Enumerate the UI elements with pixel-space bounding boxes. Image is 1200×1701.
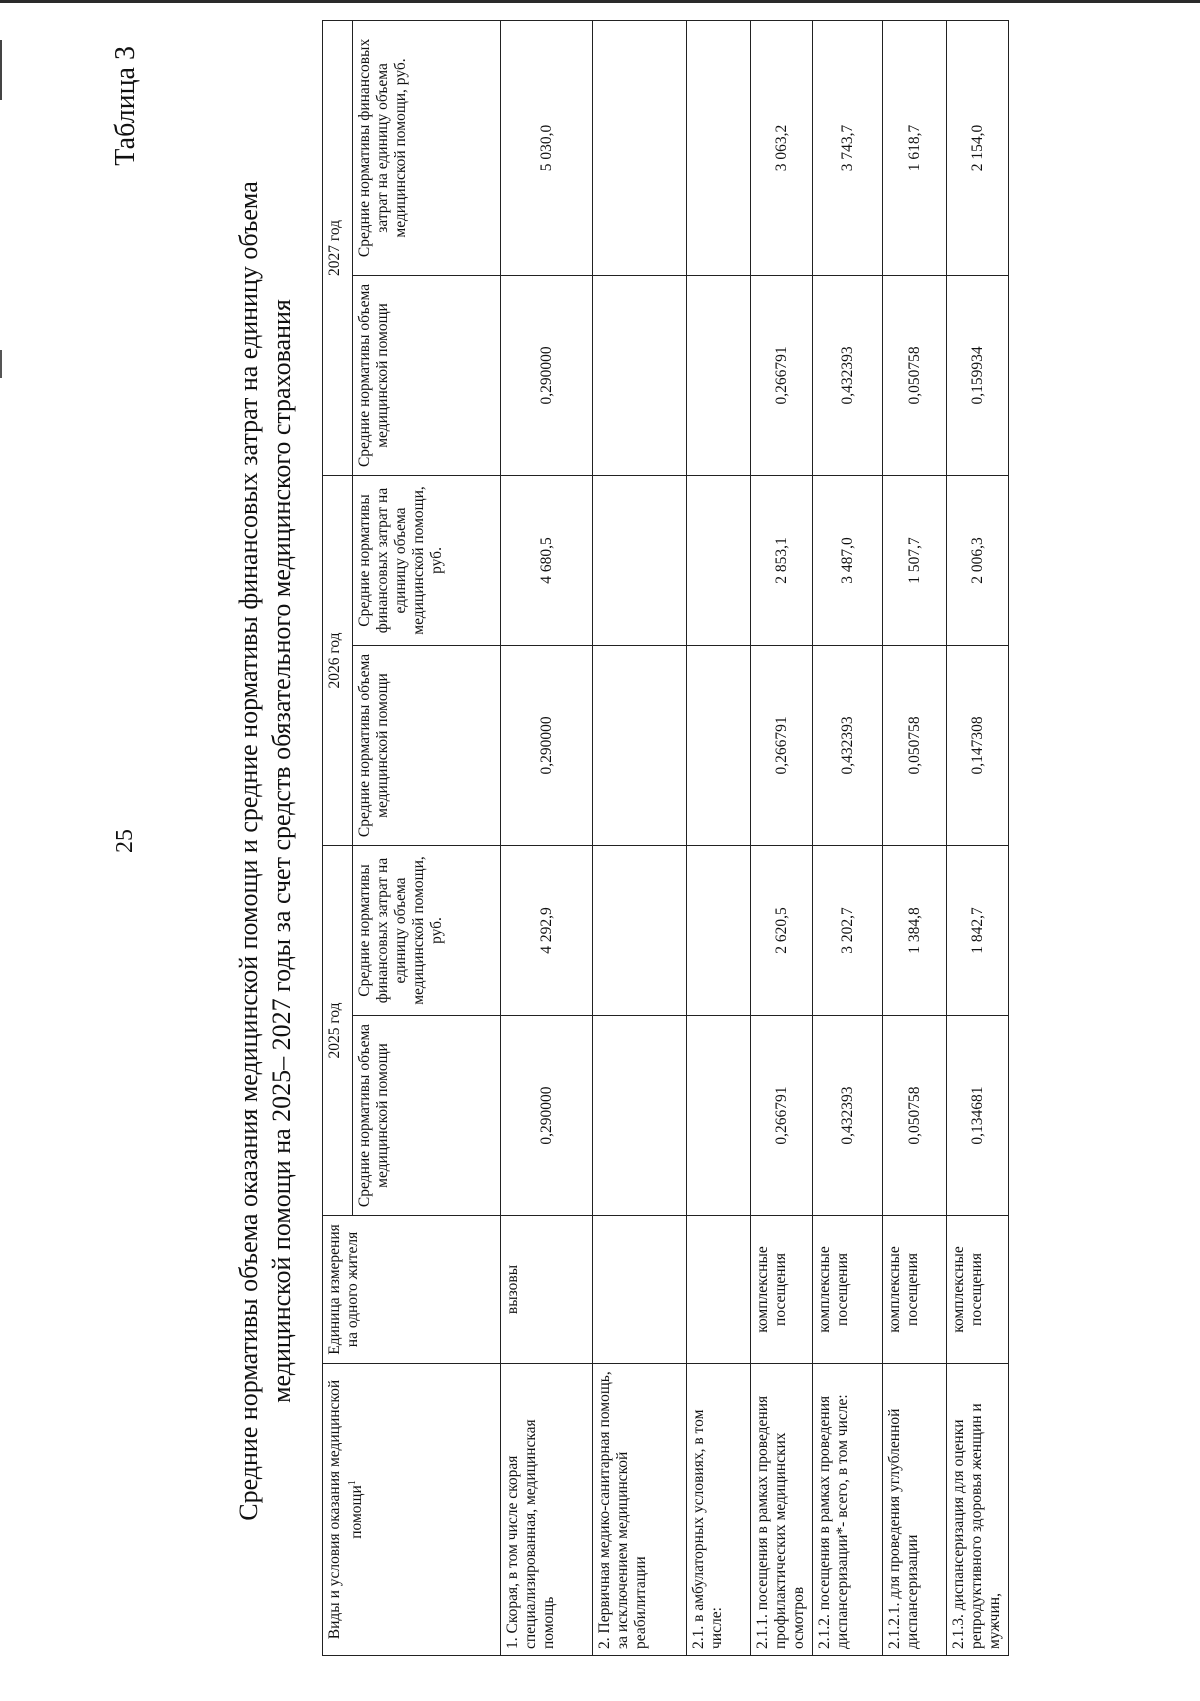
volume-2026: 0,432393 <box>813 645 883 845</box>
table-label: Таблица 3 <box>110 46 141 166</box>
volume-2027: 0,159934 <box>947 275 1009 475</box>
cost-2026 <box>687 475 751 645</box>
table-row <box>501 20 593 1655</box>
cost-2025: 1 842,7 <box>947 845 1009 1015</box>
row-kind: 2.1.2.1. для проведения углубленной диспансеризации <box>883 1364 947 1656</box>
cost-2026: 2 006,3 <box>947 475 1009 645</box>
cost-2025: 3 202,7 <box>813 845 883 1015</box>
volume-2027 <box>687 275 751 475</box>
row-unit: комплексные посещения <box>947 1216 1009 1364</box>
cost-2027: 3 063,2 <box>751 20 813 275</box>
cost-2027 <box>593 20 687 275</box>
volume-2026 <box>687 645 751 845</box>
row-kind: 2.1.1. посещения в рамках проведения профилактических медицинских осмотров <box>751 1364 813 1656</box>
header-kind <box>323 1364 501 1656</box>
cost-2025: 1 384,8 <box>883 845 947 1015</box>
volume-2025: 0,050758 <box>883 1016 947 1216</box>
cost-2027 <box>687 20 751 275</box>
volume-2027: 0,050758 <box>883 275 947 475</box>
cost-2026: 2 853,1 <box>751 475 813 645</box>
header-year-2025: 2025 год <box>323 845 353 1215</box>
header-unit: Единица измерения на одного жителя <box>323 1216 501 1364</box>
document-title <box>232 131 298 1571</box>
row-kind: 2.1. в амбулаторных условиях, в том числе: <box>687 1364 751 1656</box>
table-row <box>883 20 947 1655</box>
volume-2025: 0,290000 <box>501 1016 593 1216</box>
table-row <box>751 20 813 1655</box>
volume-2025 <box>593 1016 687 1216</box>
header-year-2026: 2026 год <box>323 475 353 845</box>
volume-2027: 0,432393 <box>813 275 883 475</box>
row-kind: 2.1.2. посещения в рамках проведения диспансеризации*- всего, в том числе: <box>813 1364 883 1656</box>
table-row <box>813 20 883 1655</box>
page-number: 25 <box>112 829 138 853</box>
cost-2025: 4 292,9 <box>501 845 593 1015</box>
cost-2026: 3 487,0 <box>813 475 883 645</box>
volume-2025: 0,432393 <box>813 1016 883 1216</box>
header-cost-2026: Средние нормативы финансовых затрат на единицу объема медицинской помощи, руб. <box>353 475 501 645</box>
row-kind: 1. Скорая, в том числе скорая специализированная, медицинская помощь <box>501 1364 593 1656</box>
volume-2027: 0,266791 <box>751 275 813 475</box>
volume-2026: 0,050758 <box>883 645 947 845</box>
row-unit <box>687 1216 751 1364</box>
cost-2027: 1 618,7 <box>883 20 947 275</box>
header-volume-2026: Средние нормативы объема медицинской помощи <box>353 645 501 845</box>
row-unit: комплексные посещения <box>751 1216 813 1364</box>
cost-2025: 2 620,5 <box>751 845 813 1015</box>
volume-2026 <box>593 645 687 845</box>
row-unit <box>593 1216 687 1364</box>
volume-2026: 0,266791 <box>751 645 813 845</box>
title-line-1: Средние нормативы объема оказания медицинской помощи и средние нормативы финансовых затрат на единицу объема <box>234 181 263 1521</box>
table-row <box>593 20 687 1655</box>
cost-2026: 1 507,7 <box>883 475 947 645</box>
norms-table <box>322 20 1009 1656</box>
header-volume-2025: Средние нормативы объема медицинской помощи <box>353 1016 501 1216</box>
title-line-2: медицинской помощи на 2025– 2027 годы за счет средств обязательного медицинского страхования <box>267 299 296 1403</box>
cost-2026 <box>593 475 687 645</box>
header-cost-2025: Средние нормативы финансовых затрат на единицу объема медицинской помощи, руб. <box>353 845 501 1015</box>
volume-2025: 0,266791 <box>751 1016 813 1216</box>
volume-2026: 0,147308 <box>947 645 1009 845</box>
header-cost-2027: Средние нормативы финансовых затрат на единицу объема медицинской помощи, руб. <box>353 20 501 275</box>
volume-2027 <box>593 275 687 475</box>
volume-2025 <box>687 1016 751 1216</box>
cost-2026: 4 680,5 <box>501 475 593 645</box>
table-row <box>687 20 751 1655</box>
footnote-marker: 1 <box>347 1480 358 1486</box>
cost-2027: 3 743,7 <box>813 20 883 275</box>
cost-2027: 2 154,0 <box>947 20 1009 275</box>
volume-2025: 0,134681 <box>947 1016 1009 1216</box>
cost-2025 <box>687 845 751 1015</box>
row-kind: 2.1.3. диспансеризация для оценки репродуктивного здоровья женщин и мужчин, <box>947 1364 1009 1656</box>
volume-2026: 0,290000 <box>501 645 593 845</box>
row-unit: вызовы <box>501 1216 593 1364</box>
header-volume-2027: Средние нормативы объема медицинской помощи <box>353 275 501 475</box>
row-unit: комплексные посещения <box>883 1216 947 1364</box>
cost-2027: 5 030,0 <box>501 20 593 275</box>
row-kind: 2. Первичная медико-санитарная помощь, за исключением медицинской реабилитации <box>593 1364 687 1656</box>
row-unit: комплексные посещения <box>813 1216 883 1364</box>
cost-2025 <box>593 845 687 1015</box>
header-kind-label: Виды и условия оказания медицинской помощи <box>326 1379 366 1640</box>
header-year-2027: 2027 год <box>323 20 353 475</box>
volume-2027: 0,290000 <box>501 275 593 475</box>
table-row <box>947 20 1009 1655</box>
